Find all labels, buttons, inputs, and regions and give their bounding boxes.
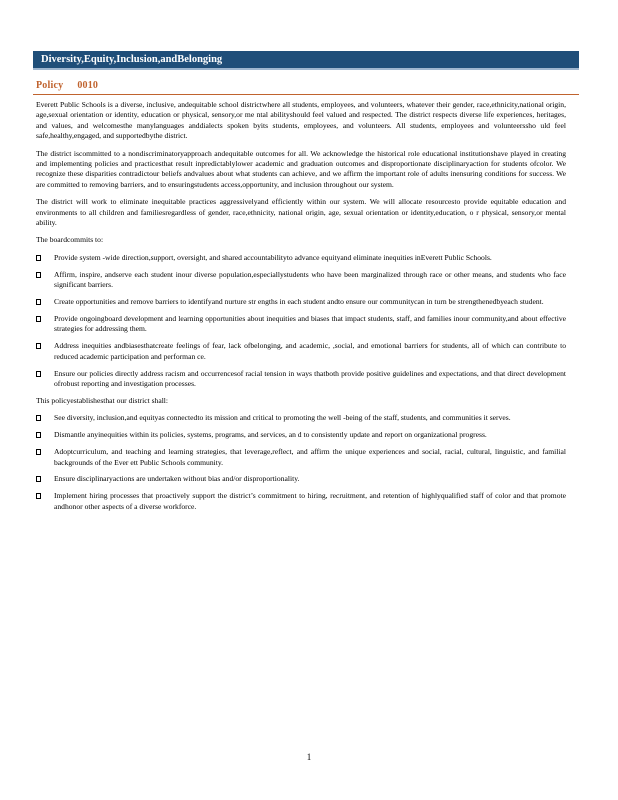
- list-item: [36, 297, 566, 307]
- bullet-box-icon: [36, 449, 41, 455]
- list-item: [36, 253, 566, 263]
- paragraph-intro: Everett Public Schools is a diverse, inclusive, andequitable school districtwhere all students, employees, and volunteers, whatever their gender, race,ethnicity,national origin, age,sexual orientation or identity, education or physical, sensory,or me ntal abilityshould feel valued and respected. The district respects diverse life experiences, heritages, and values, and welcomesthe manylanguages anddialects spoken byits students, employees, and volunteers. All students, employees and volunteerssho uld feel safe,healthy,engaged, and supportedbythe district.: [36, 100, 566, 141]
- list-item: [36, 314, 566, 335]
- bullet-box-icon: [36, 255, 41, 261]
- board-commitments-list: [36, 253, 566, 390]
- list-item: [36, 474, 566, 484]
- paragraph-commitment: The district iscommitted to a nondiscriminatoryapproach andequitable outcomes for all. We acknowledge the historical role educational institutionshave played in creating and implementing policies and practicesthat result inpredictablylower academic and graduation outcomes and disproportionate disciplinaryaction for students ofcolor. We recognize these disparities contradictour beliefs andvalues about what students can achieve, and we affirm the important role of adults inensuring conditions for success. We are committed to removing barriers, and to ensuringstudents access,opportunity, and inclusion throughout our system.: [36, 148, 566, 189]
- list-item: [36, 270, 566, 291]
- district-actions-list: [36, 413, 566, 512]
- list-item: [36, 447, 566, 468]
- list-item-text: Ensure disciplinaryactions are undertaken without bias and/or disproportionality.: [54, 474, 300, 484]
- policy-heading: [36, 80, 98, 91]
- list-item: [36, 491, 566, 512]
- policy-number: 0010: [77, 80, 99, 91]
- board-commitments-lead: The boardcommits to:: [36, 235, 104, 245]
- bullet-box-icon: [36, 371, 41, 377]
- list-item: [36, 413, 566, 423]
- policy-body: [36, 100, 566, 519]
- list-item-text: See diversity, inclusion,and equityas connectedto its mission and critical to promoting the well -being of the staff, students, and communities it serves.: [54, 413, 511, 423]
- document-title: Diversity,Equity,Inclusion,andBelonging: [41, 54, 223, 65]
- bullet-box-icon: [36, 299, 41, 305]
- page-number: 1: [306, 752, 312, 762]
- list-item-text: Provide system -wide direction,support, oversight, and shared accountabilityto advance equityand eliminate inequities inEverett Public Schools.: [54, 252, 492, 262]
- bullet-box-icon: [36, 476, 41, 482]
- bullet-box-icon: [36, 316, 41, 322]
- paragraph-resources: The district will work to eliminate inequitable practices aggressivelyand efficiently within our system. We will allocate resourcesto provide equitable education and environments to all children and familiesregardless of gender, race,ethnicity, national origin, age, sexual orientation or identity,education, o r physical, sensory,or mental ability.: [36, 197, 566, 228]
- list-item-text: Adoptcurriculum, and teaching and learning strategies, that leverage,reflect, and affirm the unique experiences and social, racial, cultural, linguistic, and familial backgrounds of the Ever ett Public Schools community.: [54, 447, 566, 467]
- bullet-box-icon: [36, 343, 41, 349]
- title-banner: [33, 51, 579, 70]
- bullet-box-icon: [36, 415, 41, 421]
- list-item-text: Ensure our policies directly address racism and occurrencesof racial tension in ways thatboth provide positive guidelines and expectations, and that direct development ofrobust reporting and investigation processes.: [54, 368, 566, 389]
- district-actions-lead: This policyestablishesthat our district shall:: [36, 395, 169, 405]
- list-item-text: Affirm, inspire, andserve each student inour diverse population,especiallystudents who have been marginalized through race or other means, and students who face significant barriers.: [54, 269, 566, 290]
- list-item: [36, 430, 566, 440]
- list-item-text: Provide ongoingboard development and learning opportunities about inequities and biases that impact students, staff, and families inour community,and about effective strategies for addressing them.: [54, 314, 566, 334]
- policy-label: Policy: [36, 80, 64, 91]
- bullet-box-icon: [36, 272, 41, 278]
- list-item-text: Implement hiring processes that proactively support the district’s commitment to hiring, recruitment, and retention of highlyqualified staff of color and that promote andhonor other aspects of a diverse workforce.: [54, 491, 566, 511]
- heading-divider: [33, 94, 579, 95]
- bullet-box-icon: [36, 493, 41, 499]
- list-item-text: Address inequities andbiasesthatcreate feelings of fear, lack ofbelonging, and academic, ,social, and emotional barriers for students, all of which can contribute to reduced academic participation and performan ce.: [54, 341, 566, 361]
- list-item-text: Create opportunities and remove barriers to identifyand nurture str engths in each student andto ensure our communitycan in turn be strengthenedbyeach student.: [54, 297, 544, 307]
- list-item: [36, 341, 566, 362]
- bullet-box-icon: [36, 432, 41, 438]
- list-item: [36, 369, 566, 390]
- list-item-text: Dismantle anyinequities within its policies, systems, programs, and services, an d to consistently update and report on organizational progress.: [54, 430, 487, 440]
